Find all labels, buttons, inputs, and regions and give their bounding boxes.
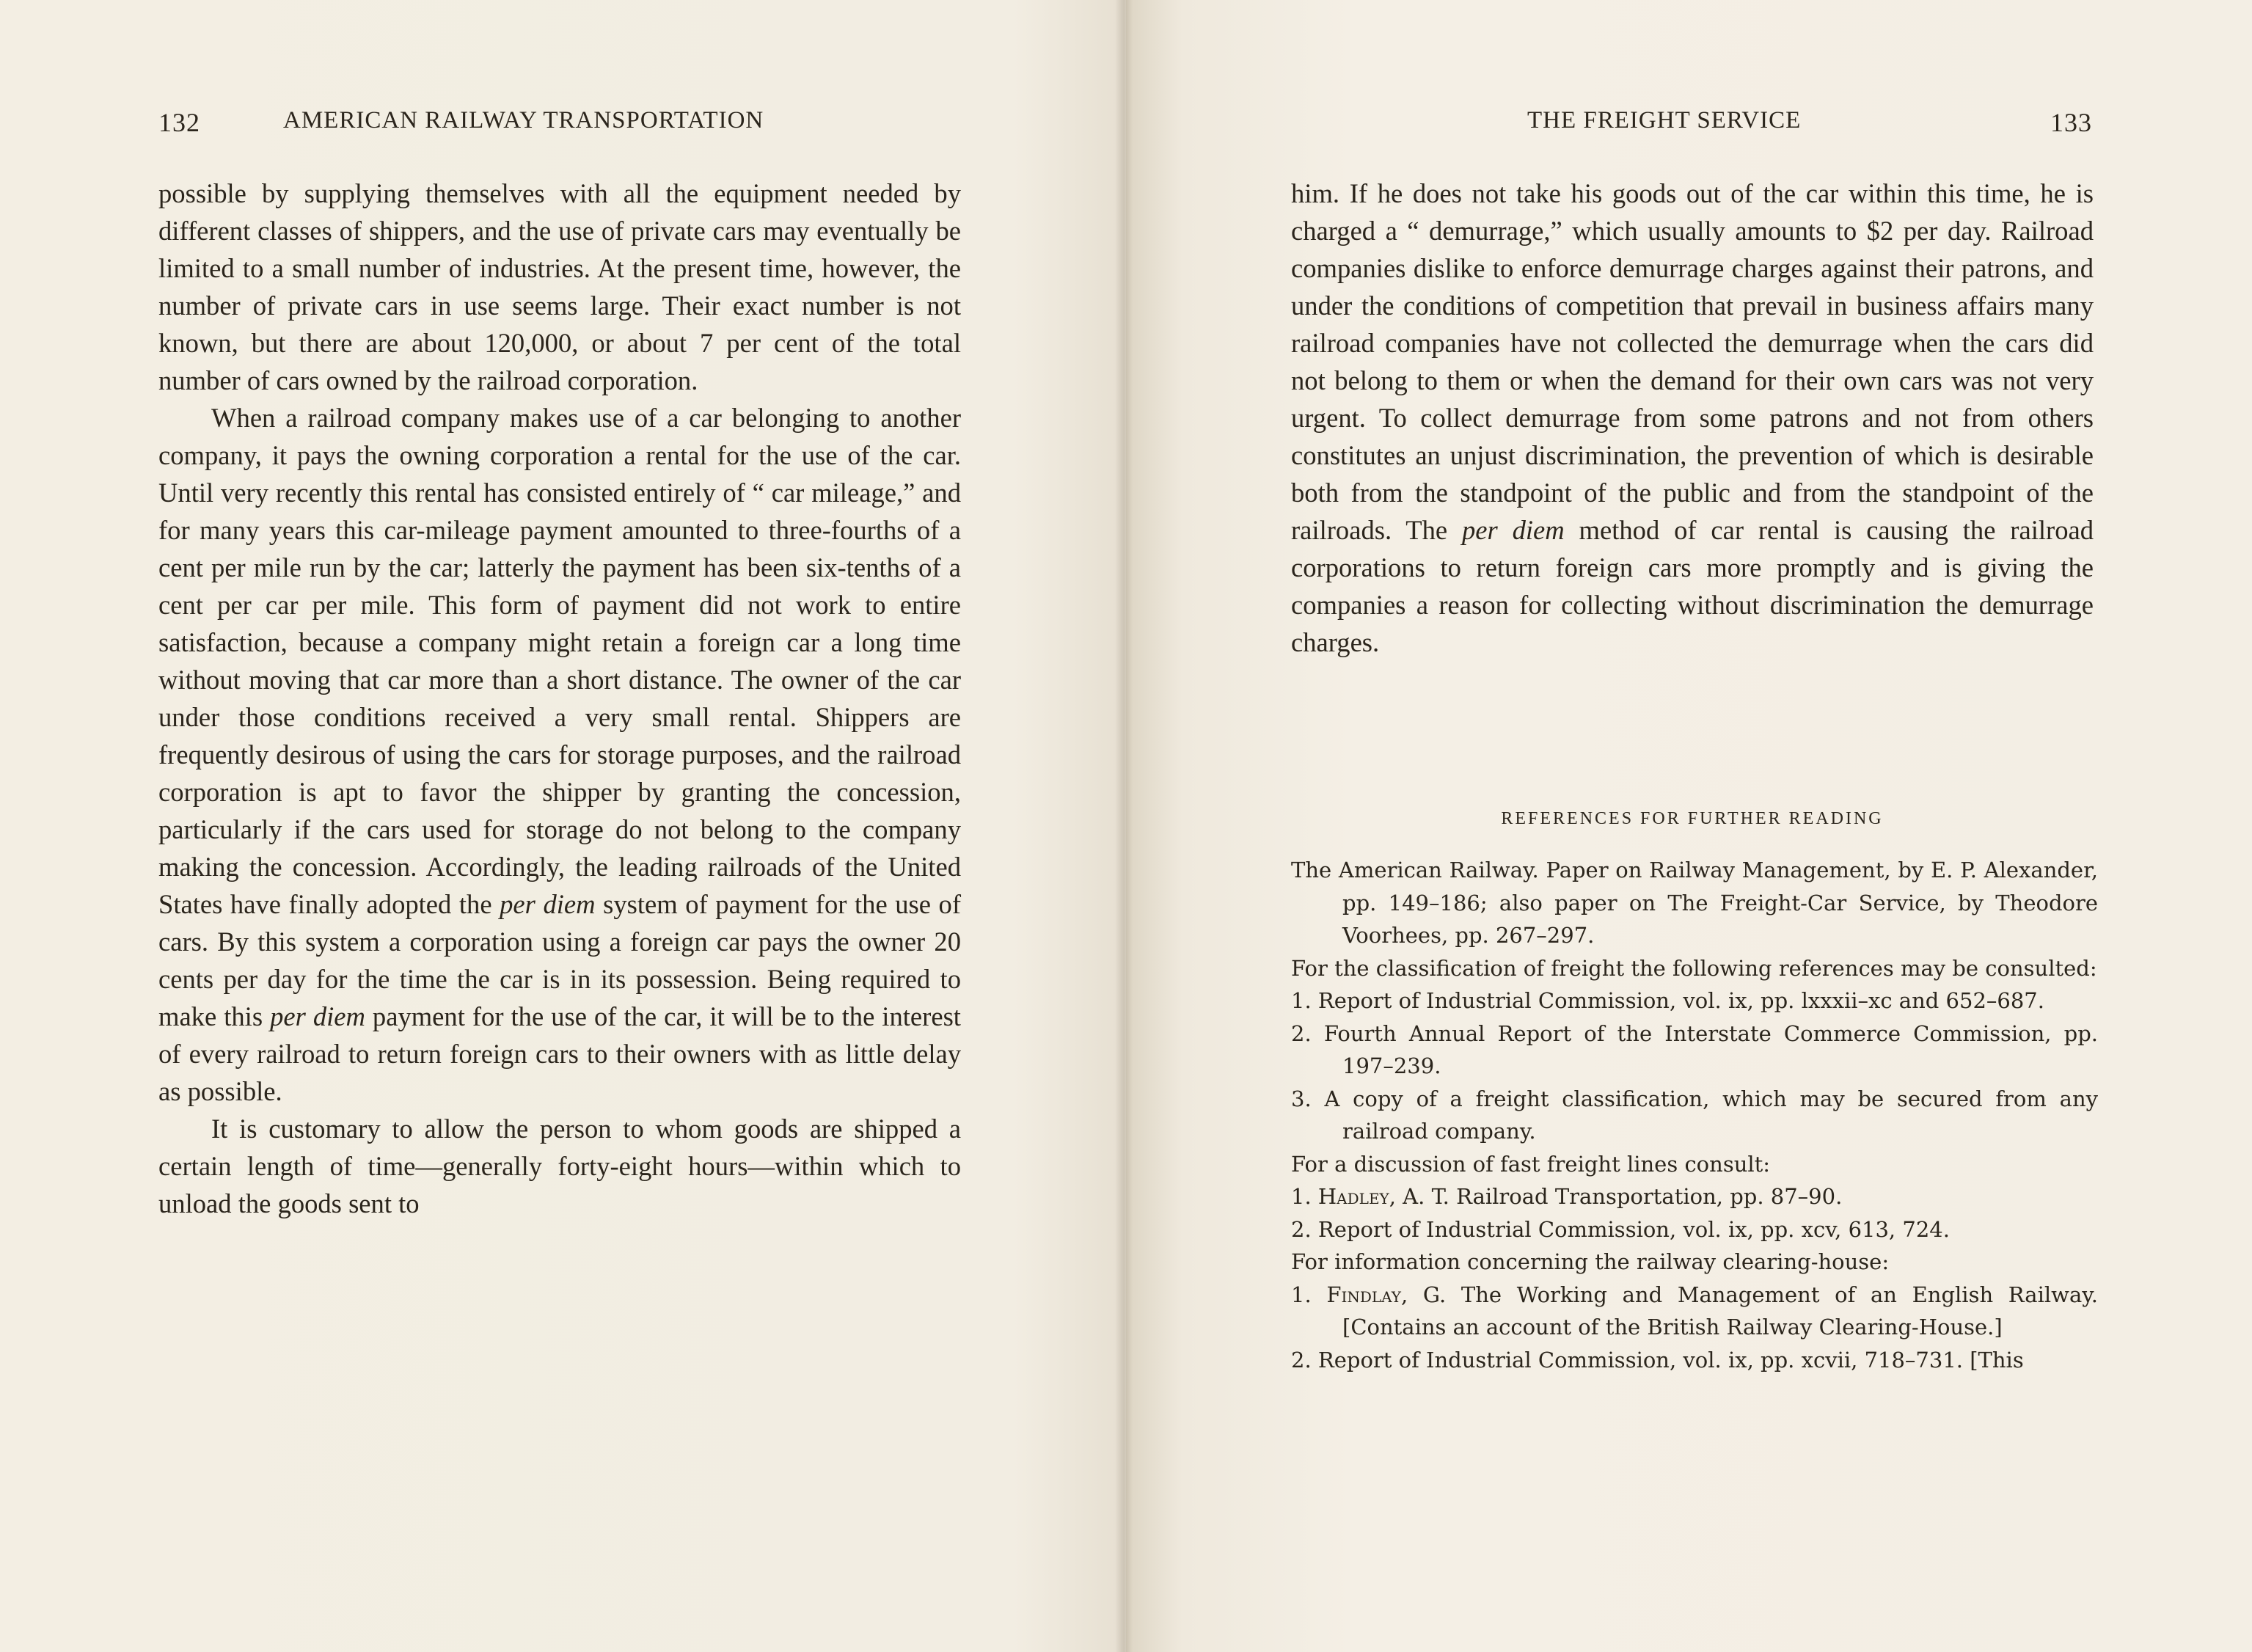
fast-freight-ref-2: 2. Report of Industrial Commission, vol. ix, pp. xcv, 613, 724. — [1291, 1216, 1950, 1242]
classification-ref-2: 2. Fourth Annual Report of the Interstate Commerce Commission, pp. 197–239. — [1291, 1020, 2098, 1078]
references-list — [1291, 854, 2098, 1376]
book-gutter — [1115, 0, 1133, 1652]
left-p2-text-a: When a railroad company makes use of a car belonging to another company, it pays the owning corporation a rental for the use of the car. Until very recently this rental has consisted entirely of “ car mileage,” and for many years this car-mileage payment amounted to three-fourths of a cent per mile run by the car; latterly the payment has been six-tenths of a cent per car per mile. This form of payment did not work to entire satisfaction, because a company might retain a foreign car a long time without moving that car more than a short distance. The owner of the car under those conditions received a very small rental. Shippers are frequently desirous of using the cars for storage purposes, and the railroad corporation is apt to favor the shipper by granting the concession, particularly if the cars used for storage do not belong to the company making the concession. Accordingly, the leading railroads of the United States have finally adopted the — [158, 403, 961, 919]
fast-freight-ref-1 — [1291, 1180, 2098, 1213]
clear-ref-1-rest: , G. The Working and Management of an English Railway. [Contains an account of the British Railway Clearing-House.] — [1342, 1282, 2098, 1339]
left-body-text — [158, 175, 961, 1222]
clearing-house-ref-2: 2. Report of Industrial Commission, vol. ix, pp. xcvii, 718–731. [This — [1291, 1347, 2024, 1373]
fast-freight-intro: For a discussion of fast freight lines consult: — [1291, 1151, 1771, 1177]
reference-american-railway: The American Railway. Paper on Railway Management, by E. P. Alexander, pp. 149–186; also paper on The Freight-Car Service, by Theodore Voorhees, pp. 267–297. — [1291, 858, 2098, 948]
right-body-text — [1291, 175, 2094, 661]
clearing-house-intro: For information concerning the railway clearing-house: — [1291, 1249, 1890, 1274]
left-p2-italic-1: per diem — [500, 889, 596, 919]
right-paragraph-1 — [1291, 175, 2094, 661]
classification-intro: For the classification of freight the following references may be consulted: — [1291, 955, 2097, 981]
left-paragraph-1: possible by supplying themselves with all the equipment needed by different classes of shippers, and the use of private cars may eventually be limited to a small number of industries. At the present time, however, the number of private cars in use seems large. Their exact number is not known, but there are about 120,000, or about 7 per cent of the total number of cars owned by the railroad corporation. — [158, 178, 961, 395]
right-page-number: 133 — [2050, 108, 2092, 137]
left-p2-text-b: system of payment for the use of cars. By this system a corporation using a foreign car pays the owner 20 cents per day for the time the car is in its possession. Being required to make this — [158, 889, 962, 1031]
fast-ref-1-author: Hadley — [1317, 1184, 1389, 1209]
classification-ref-3: 3. A copy of a freight classification, which may be secured from any railroad company. — [1291, 1086, 2098, 1144]
fast-ref-1-rest: , A. T. Railroad Transportation, pp. 87–90. — [1389, 1184, 1843, 1209]
references-heading: REFERENCES FOR FURTHER READING — [1501, 809, 1884, 828]
right-p1-italic: per diem — [1462, 515, 1565, 545]
classification-ref-1: 1. Report of Industrial Commission, vol. ix, pp. lxxxii–xc and 652–687. — [1291, 988, 2044, 1013]
left-running-head: AMERICAN RAILWAY TRANSPORTATION — [283, 107, 764, 134]
right-p1-text-b: method of car rental is causing the railroad corporations to return foreign cars more promptly and is giving the companies a reason for collecting without discrimination the demurrage charges. — [1291, 515, 2094, 657]
right-p1-text-a: him. If he does not take his goods out of the car within this time, he is charged a “ demurrage,” which usually amounts to $2 per day. Railroad companies dislike to enforce demurrage charges against their patrons, and under the conditions of competition that prevail in business affairs many railroad companies have not collected the demurrage when the cars did not belong to them or when the demand for their own cars was not very urgent. To collect demurrage from some patrons and not from others constitutes an unjust discrimination, the prevention of which is desirable both from the standpoint of the public and from the standpoint of the railroads. The — [1291, 178, 2094, 545]
clearing-house-ref-1 — [1291, 1279, 2098, 1344]
left-paragraph-2 — [158, 399, 961, 1110]
left-paragraph-3: It is customary to allow the person to whom goods are shipped a certain length of time—generally forty-eight hours—within which to unload the goods sent to — [158, 1114, 961, 1218]
clear-ref-1-number: 1. — [1291, 1282, 1312, 1307]
right-running-head: THE FREIGHT SERVICE — [1527, 107, 1802, 134]
left-page-number: 132 — [158, 108, 200, 137]
left-p2-italic-2: per diem — [270, 1001, 365, 1031]
fast-ref-1-number: 1. — [1291, 1184, 1312, 1209]
left-p2-text-c: payment for the use of the car, it will be to the interest of every railroad to return foreign cars to their owners with as little delay as possible. — [158, 1001, 961, 1106]
clear-ref-1-author: Findlay — [1326, 1282, 1402, 1307]
